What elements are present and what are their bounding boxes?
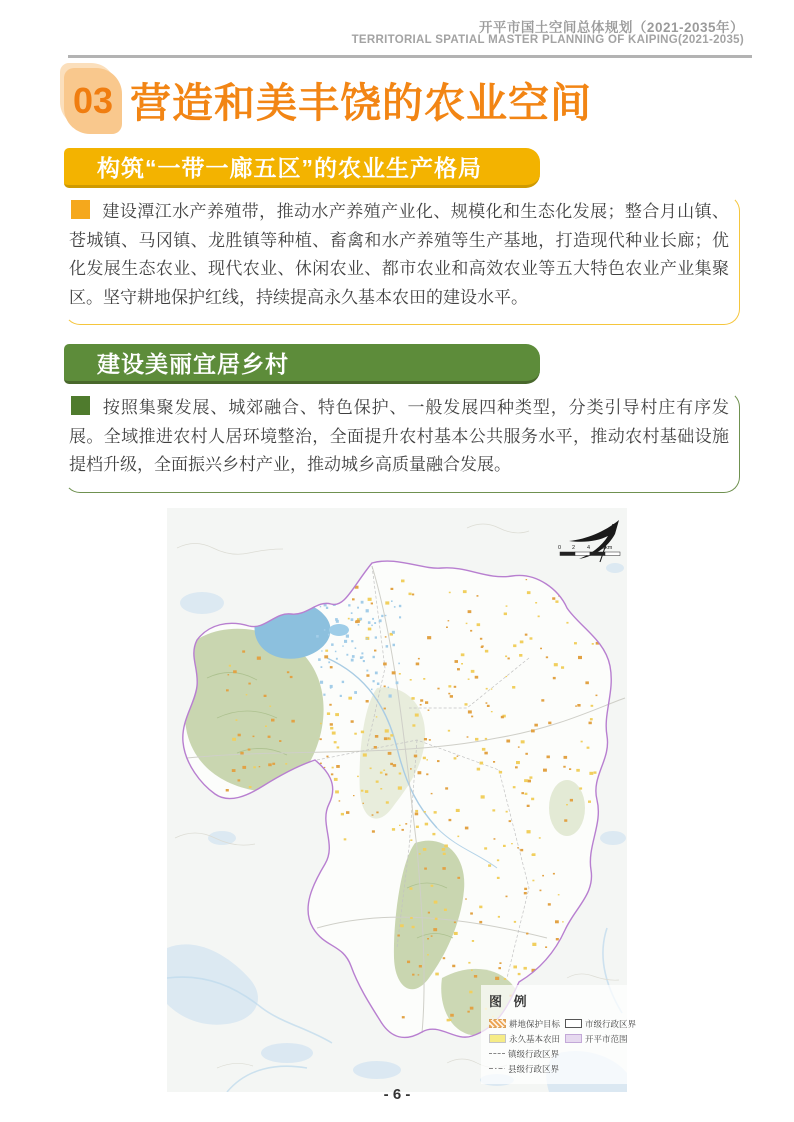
svg-text:6km: 6km: [602, 545, 613, 551]
paragraph-text: 按照集聚发展、城郊融合、特色保护、一般发展四种类型，分类引导村庄有序发展。全域推进农村人居环境整治，全面提升农村基本公共服务水平，推动农村基础设施提档升级，全面振兴乡村产业，推动城乡高质量融合发展。: [69, 398, 729, 474]
map-legend: [481, 985, 637, 1084]
legend-item: [565, 1016, 636, 1031]
section-title: 营造和美丰饶的农业空间: [130, 80, 592, 126]
legend-item: [489, 1046, 563, 1061]
paragraph-text: 建设潭江水产养殖带，推动水产养殖产业化、规模化和生态化发展；整合月山镇、苍城镇、马冈镇、龙胜镇等种植、畜禽和水产养殖等生产基地，打造现代种业长廊；优化发展生态农业、现代农业、休闲农业、都市农业和高效农业等五大特色农业产业集聚区。坚守耕地保护红线，持续提高永久基本农田的建设水平。: [69, 202, 729, 307]
paragraph-agriculture: [64, 195, 740, 325]
paragraph-village: [64, 391, 740, 493]
legend-item: [489, 1016, 563, 1031]
legend-swatch-hatch-icon: [489, 1019, 506, 1028]
header-title-en: TERRITORIAL SPATIAL MASTER PLANNING OF KAIPING(2021-2035): [351, 34, 744, 46]
page-number: - 6 -: [383, 1086, 411, 1103]
legend-label: 市级行政区界: [585, 1018, 637, 1029]
header-title-zh: 开平市国土空间总体规划（2021-2035年）: [478, 20, 744, 35]
legend-swatch-purple-icon: [565, 1034, 582, 1043]
legend-label: 耕地保护目标: [509, 1018, 561, 1029]
legend-swatch-dashdot-line-icon: [489, 1068, 505, 1069]
bullet-square-icon: [71, 396, 90, 415]
banner-rural-village: [64, 344, 540, 384]
legend-label: 镇级行政区界: [508, 1048, 560, 1059]
legend-swatch-outline-icon: [565, 1019, 582, 1028]
banner-label: 构筑“一带一廊五区”的农业生产格局: [97, 155, 482, 181]
banner-label: 建设美丽宜居乡村: [97, 351, 289, 377]
legend-label: 永久基本农田: [509, 1033, 561, 1044]
legend-grid: [489, 1016, 637, 1076]
legend-swatch-dashed-line-icon: [489, 1053, 505, 1054]
header-divider: [68, 55, 752, 58]
legend-item: [489, 1061, 563, 1076]
svg-text:2: 2: [572, 545, 576, 551]
legend-label: 县级行政区界: [508, 1063, 560, 1074]
bullet-square-icon: [71, 200, 90, 219]
svg-text:0: 0: [558, 545, 562, 551]
legend-label: 开平市范围: [585, 1033, 628, 1044]
svg-text:4: 4: [587, 545, 591, 551]
planning-map: [167, 508, 637, 1092]
section-number-badge: 03: [64, 68, 122, 134]
legend-item: [489, 1031, 563, 1046]
legend-item: [565, 1031, 636, 1046]
legend-title: 图 例: [489, 994, 531, 1009]
legend-swatch-yellow-icon: [489, 1034, 506, 1043]
banner-agriculture-pattern: [64, 148, 540, 188]
